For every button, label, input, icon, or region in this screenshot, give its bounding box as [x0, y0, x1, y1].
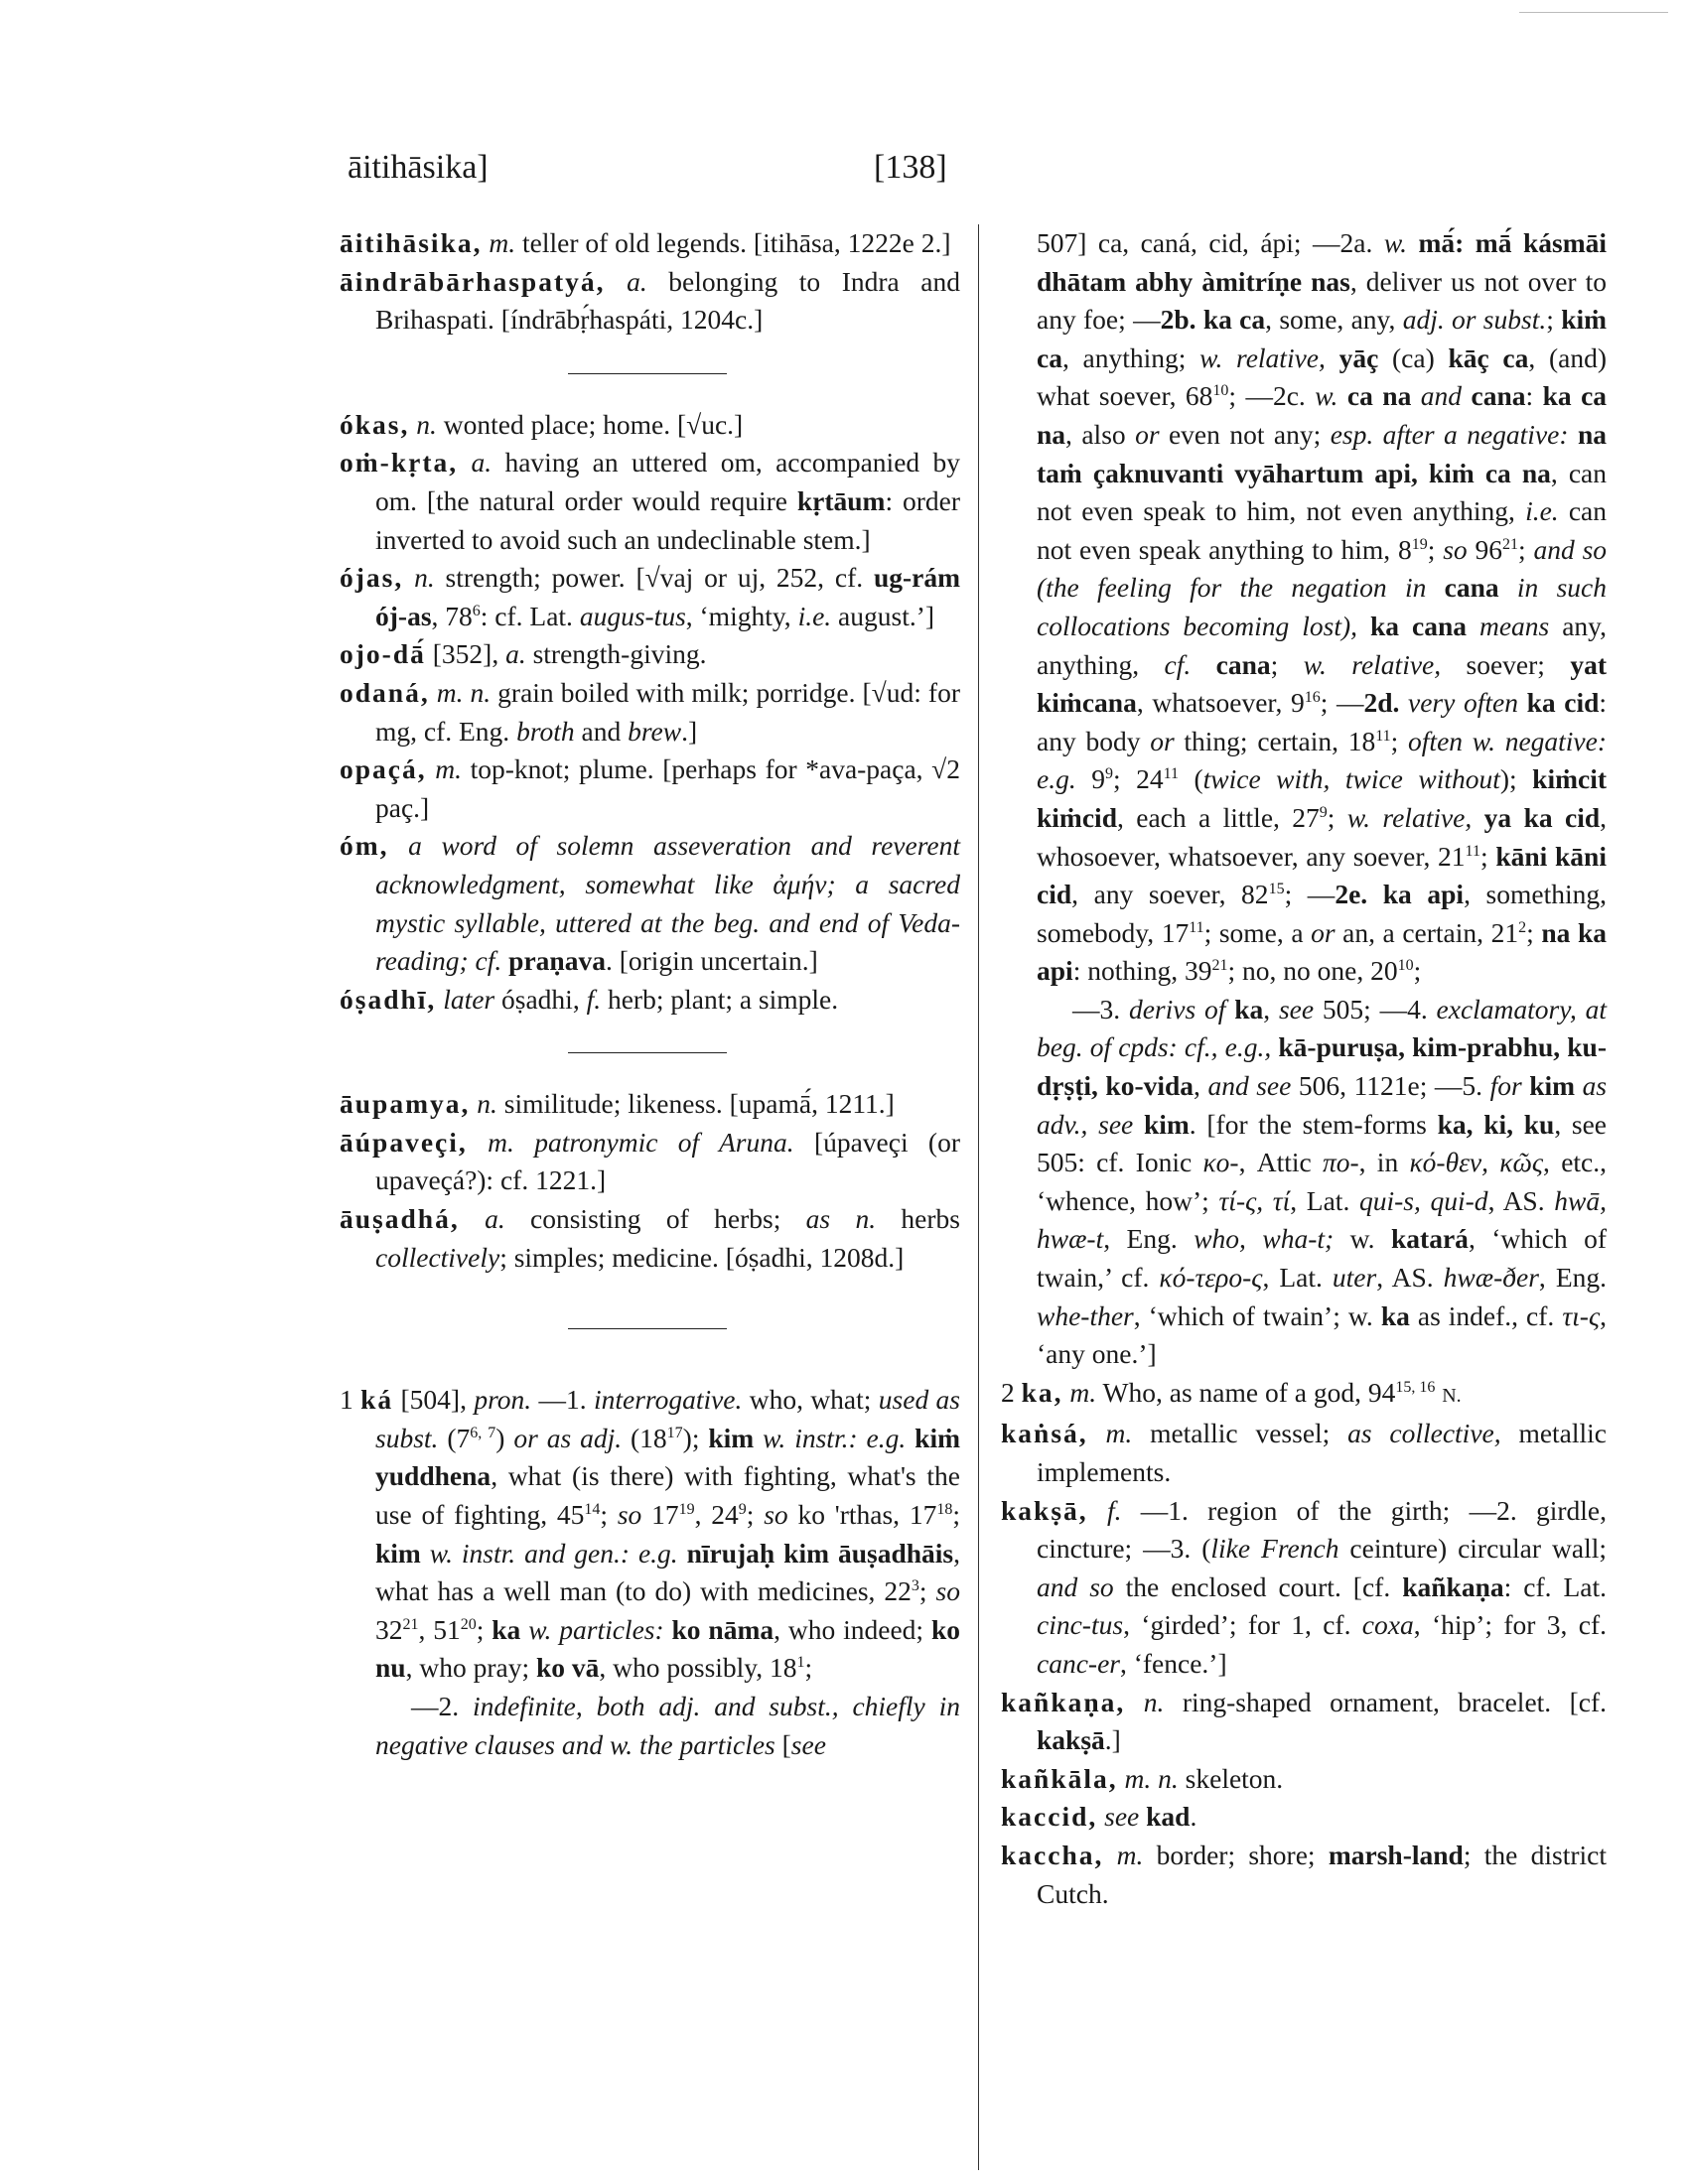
entry-kankana: kañkaṇa, n. ring-shaped ornament, bracelet. [cf. kakṣā.]: [1001, 1686, 1608, 1756]
entry-ka-1: 1 ká [504], pron. —1. interrogative. who, what; used as subst. (7$^{6, 7}$) or as adj. $(18^{17})$; kim w. instr.: e.g. kiṁ yuddhena, what (is there) with fighting, what's the use of fighting, $45^{14}$; so $17^{19}$, $24^9$; so ko 'rthas, $17^{18}$; kim w. instr. and gen.: e.g. nīrujaḥ kim āuṣadhāis, what has a well man (to do) with medicines, $22^3$; so $32^{21}$, $51^{20}$; ka w. particles: ko nāma, who indeed; ko nu, who pray; ko vā, who possibly, $18^1$;: [340, 1384, 960, 1684]
entry-kansa: kaṅsá, m. metallic vessel; as collective, metallic implements.: [1001, 1418, 1608, 1487]
entry-aupamya: āupamya, n. similitude; likeness. [upamā́, 1211.]: [340, 1088, 895, 1120]
left-column: [340, 224, 960, 1764]
entry-ojas: ójas, n. strength; power. [√vaj or uj, 252, cf. ug-rám ój-as, $78^6$: cf. Lat. augus-tus, ‘mighty, i.e. august.’]: [340, 562, 961, 631]
right-column: [1001, 224, 1607, 1913]
entry-ka-1-continued: 507] ca, caná, cid, ápi; —2a. w. mā́: mā́ kásmāi dhātam abhy àmitríṇe nas, deliver us not over to any foe; —2b. ka ca, some, any, adj. or subst.; kiṁ ca, anything; w. relative, yāç (ca) kāç ca, (and) what soever, $68^{10}$; —2c. w. ca na and cana: ka ca na, also or even not any; esp. after a negative: na taṁ çaknuvanti vyāhartum api, kiṁ ca na, can not even speak to him, not even anything, i.e. can not even speak anything to him, $8^{19}$; so $96^{21}$; and so (the feeling for the negation in cana in such collocations becoming lost), ka cana means any, anything, cf. cana; w. relative, soever; yat kiṁcana, whatsoever, $9^{16}$; —2d. very often ka cid: any body or thing; certain, $18^{11}$; often w. negative: e.g. $9^9$; $24^{11}$ (twice with, twice without); kiṁcit kiṁcid, each a little, $27^9$; w. relative, ya ka cid, whosoever, whatsoever, any soever, $21^{11}$; kāni kāni cid, any soever, $82^{15}$; —2e. ka api, something, somebody, $17^{11}$; some, a or an, a certain, $21^2$; na ka api: nothing, $39^{21}$; no, no one, $20^{10}$;: [1037, 227, 1608, 987]
page-header: [0, 149, 1688, 199]
entry-aindrabarhaspatya: āindrābārhaspatyá, a. belonging to Indra and Brihaspati. [índrābṛ́haspáti, 1204c.]: [340, 265, 961, 336]
entry-kaccid: kaccid, see kad.: [1001, 1801, 1197, 1833]
section-divider: [568, 373, 727, 374]
section-divider: [568, 1328, 727, 1329]
entry-okas: ókas, n. wonted place; home. [√uc.]: [340, 408, 744, 440]
entry-aitihasika: āitihāsika, m. teller of old legends. [itihāsa, 1222e 2.]: [340, 227, 951, 258]
entry-ojo-da: ojo-dā́ [352], a. strength-giving.: [340, 638, 707, 670]
entry-om: óm, a word of solemn asseveration and reverent acknowledgment, somewhat like ἀμήν; a sacred mystic syllable, uttered at the beg. and end of Veda-reading; cf. praṇava. [origin uncertain.]: [340, 830, 960, 977]
running-head: āitihāsika]: [348, 149, 489, 186]
entry-odana: odaná, m. n. grain boiled with milk; porridge. [√ud: for mg, cf. Eng. broth and brew.]: [340, 676, 960, 747]
entry-osadhi: óṣadhī, later óṣadhi, f. herb; plant; a simple.: [340, 983, 839, 1015]
page-number: [138]: [874, 149, 947, 186]
entry-kankala: kañkāla, m. n. skeleton.: [1001, 1762, 1284, 1794]
entry-ausadha: āuṣadhá, a. consisting of herbs; as n. herbs collectively; simples; medicine. [óṣadhi, 1208d.]: [340, 1203, 960, 1273]
entry-opaca: opaçá, m. top-knot; plume. [perhaps for *ava-paça, √2 paç.]: [340, 753, 961, 823]
scan-edge-line: [1519, 12, 1668, 13]
entry-om-krta: oṁ-kṛta, a. having an uttered om, accompanied by om. [the natural order would require kṛtāum: order inverted to avoid such an undeclinable stem.]: [340, 447, 961, 555]
entry-ka-1-derivs: —3. derivs of ka, see 505; —4. exclamatory, at beg. of cpds: cf., e.g., kā-puruṣa, kim-prabhu, ku-dṛṣṭi, ko-vida, and see 506, 1121e; —5. for kim as adv., see kim. [for the stem-forms ka, ki, ku, see 505: cf. Ionic κο-, Attic πο-, in κό-θεν, κῶς, etc., ‘whence, how’; τί-ς, τί, Lat. qui-s, qui-d, AS. hwā, hwæ-t, Eng. who, wha-t; w. katará, ‘which of twain,’ cf. κό-τερο-ς, Lat. uter, AS. hwæ-ðer, Eng. whe-ther, ‘which of twain’; w. ka as indef., cf. τι-ς, ‘any one.’]: [1037, 993, 1608, 1370]
entry-ka-2: 2 ka, m. Who, as name of a god, 94$^{15, 16}$ N.: [1001, 1376, 1462, 1408]
entry-ka-1-indefinite: —2. indefinite, both adj. and subst., chiefly in negative clauses and w. the particles [see: [375, 1691, 960, 1760]
section-divider: [568, 1052, 727, 1053]
column-rule: [978, 224, 979, 2170]
entry-kaksa: kakṣā, f. —1. region of the girth; —2. girdle, cincture; —3. (like French ceinture) circular wall; and so the enclosed court. [cf. kañkaṇa: cf. Lat. cinc-tus, ‘girded’; for 1, cf. coxa, ‘hip’; for 3, cf. canc-er, ‘fence.’]: [1001, 1494, 1608, 1679]
entry-aupaveci: āúpaveçi, m. patronymic of Aruna. [úpaveçi (or upaveçá?): cf. 1221.]: [340, 1126, 961, 1196]
entry-kaccha: kaccha, m. border; shore; marsh-land; the district Cutch.: [1001, 1839, 1607, 1909]
